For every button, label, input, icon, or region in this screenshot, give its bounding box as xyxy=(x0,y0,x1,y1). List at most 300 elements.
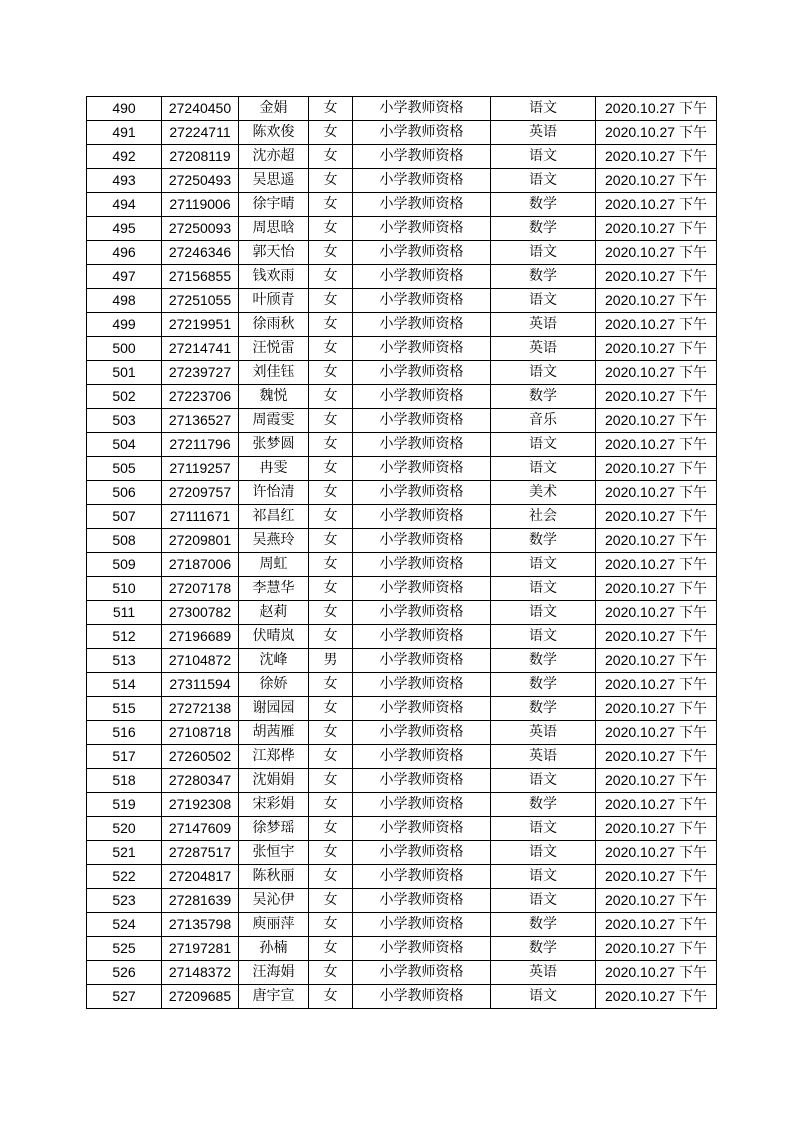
candidate-gender: 女 xyxy=(309,697,353,721)
candidate-name: 徐娇 xyxy=(239,673,309,697)
candidate-gender: 女 xyxy=(309,865,353,889)
row-number: 503 xyxy=(87,409,162,433)
exam-subject: 数学 xyxy=(491,913,596,937)
candidate-name: 谢园园 xyxy=(239,697,309,721)
candidate-gender: 女 xyxy=(309,817,353,841)
exam-type: 小学教师资格 xyxy=(353,817,491,841)
candidate-id: 27156855 xyxy=(162,265,239,289)
exam-time: 2020.10.27 下午 xyxy=(596,409,717,433)
exam-type: 小学教师资格 xyxy=(353,553,491,577)
candidate-name: 周思晗 xyxy=(239,217,309,241)
exam-type: 小学教师资格 xyxy=(353,937,491,961)
exam-time: 2020.10.27 下午 xyxy=(596,361,717,385)
candidate-gender: 女 xyxy=(309,457,353,481)
candidate-id: 27196689 xyxy=(162,625,239,649)
table-row xyxy=(87,241,717,265)
row-number: 513 xyxy=(87,649,162,673)
exam-time: 2020.10.27 下午 xyxy=(596,217,717,241)
exam-type: 小学教师资格 xyxy=(353,145,491,169)
candidate-name: 赵莉 xyxy=(239,601,309,625)
candidate-name: 张恒宇 xyxy=(239,841,309,865)
candidate-gender: 女 xyxy=(309,193,353,217)
candidate-name: 汪海娟 xyxy=(239,961,309,985)
candidate-gender: 女 xyxy=(309,289,353,313)
exam-time: 2020.10.27 下午 xyxy=(596,97,717,121)
candidate-id: 27260502 xyxy=(162,745,239,769)
row-number: 522 xyxy=(87,865,162,889)
table-row xyxy=(87,649,717,673)
exam-type: 小学教师资格 xyxy=(353,265,491,289)
candidate-name: 叶颀青 xyxy=(239,289,309,313)
exam-time: 2020.10.27 下午 xyxy=(596,313,717,337)
table-row xyxy=(87,193,717,217)
table-row xyxy=(87,817,717,841)
exam-type: 小学教师资格 xyxy=(353,793,491,817)
exam-subject: 美术 xyxy=(491,481,596,505)
exam-type: 小学教师资格 xyxy=(353,913,491,937)
row-number: 509 xyxy=(87,553,162,577)
candidate-gender: 女 xyxy=(309,481,353,505)
exam-type: 小学教师资格 xyxy=(353,889,491,913)
candidate-gender: 女 xyxy=(309,217,353,241)
table-row xyxy=(87,409,717,433)
exam-subject: 语文 xyxy=(491,553,596,577)
table-row xyxy=(87,481,717,505)
exam-time: 2020.10.27 下午 xyxy=(596,481,717,505)
exam-time: 2020.10.27 下午 xyxy=(596,169,717,193)
exam-type: 小学教师资格 xyxy=(353,217,491,241)
candidate-name: 沈亦超 xyxy=(239,145,309,169)
candidate-name: 陈欢俊 xyxy=(239,121,309,145)
candidate-name: 魏悦 xyxy=(239,385,309,409)
candidate-id: 27251055 xyxy=(162,289,239,313)
candidate-name: 沈娟娟 xyxy=(239,769,309,793)
exam-subject: 英语 xyxy=(491,961,596,985)
exam-type: 小学教师资格 xyxy=(353,97,491,121)
table-row xyxy=(87,169,717,193)
exam-subject: 数学 xyxy=(491,673,596,697)
exam-time: 2020.10.27 下午 xyxy=(596,865,717,889)
exam-subject: 英语 xyxy=(491,337,596,361)
exam-type: 小学教师资格 xyxy=(353,961,491,985)
exam-type: 小学教师资格 xyxy=(353,361,491,385)
candidate-gender: 男 xyxy=(309,649,353,673)
exam-type: 小学教师资格 xyxy=(353,409,491,433)
exam-subject: 语文 xyxy=(491,433,596,457)
exam-time: 2020.10.27 下午 xyxy=(596,937,717,961)
row-number: 520 xyxy=(87,817,162,841)
candidate-name: 陈秋丽 xyxy=(239,865,309,889)
candidate-gender: 女 xyxy=(309,793,353,817)
candidate-name: 胡茜雁 xyxy=(239,721,309,745)
candidate-id: 27135798 xyxy=(162,913,239,937)
row-number: 506 xyxy=(87,481,162,505)
exam-time: 2020.10.27 下午 xyxy=(596,121,717,145)
candidate-id: 27192308 xyxy=(162,793,239,817)
exam-time: 2020.10.27 下午 xyxy=(596,385,717,409)
row-number: 502 xyxy=(87,385,162,409)
exam-time: 2020.10.27 下午 xyxy=(596,649,717,673)
table-row xyxy=(87,433,717,457)
exam-type: 小学教师资格 xyxy=(353,193,491,217)
candidate-id: 27187006 xyxy=(162,553,239,577)
candidate-name: 祁昌红 xyxy=(239,505,309,529)
row-number: 494 xyxy=(87,193,162,217)
exam-type: 小学教师资格 xyxy=(353,433,491,457)
table-row xyxy=(87,961,717,985)
candidate-gender: 女 xyxy=(309,745,353,769)
exam-type: 小学教师资格 xyxy=(353,649,491,673)
row-number: 525 xyxy=(87,937,162,961)
candidate-gender: 女 xyxy=(309,553,353,577)
candidate-id: 27287517 xyxy=(162,841,239,865)
table-row xyxy=(87,985,717,1009)
row-number: 491 xyxy=(87,121,162,145)
candidate-id: 27108718 xyxy=(162,721,239,745)
row-number: 516 xyxy=(87,721,162,745)
exam-time: 2020.10.27 下午 xyxy=(596,289,717,313)
exam-type: 小学教师资格 xyxy=(353,697,491,721)
candidate-gender: 女 xyxy=(309,937,353,961)
candidate-name: 金娟 xyxy=(239,97,309,121)
exam-time: 2020.10.27 下午 xyxy=(596,841,717,865)
exam-subject: 语文 xyxy=(491,361,596,385)
candidate-name: 郭天怡 xyxy=(239,241,309,265)
candidate-gender: 女 xyxy=(309,961,353,985)
exam-type: 小学教师资格 xyxy=(353,505,491,529)
exam-type: 小学教师资格 xyxy=(353,673,491,697)
row-number: 495 xyxy=(87,217,162,241)
table-row xyxy=(87,601,717,625)
exam-subject: 数学 xyxy=(491,697,596,721)
table-row xyxy=(87,505,717,529)
candidate-name: 庾丽萍 xyxy=(239,913,309,937)
candidate-name: 徐宇晴 xyxy=(239,193,309,217)
exam-type: 小学教师资格 xyxy=(353,337,491,361)
candidate-id: 27250493 xyxy=(162,169,239,193)
exam-type: 小学教师资格 xyxy=(353,169,491,193)
row-number: 492 xyxy=(87,145,162,169)
exam-time: 2020.10.27 下午 xyxy=(596,985,717,1009)
exam-subject: 语文 xyxy=(491,625,596,649)
exam-subject: 语文 xyxy=(491,865,596,889)
row-number: 501 xyxy=(87,361,162,385)
exam-time: 2020.10.27 下午 xyxy=(596,721,717,745)
candidate-id: 27272138 xyxy=(162,697,239,721)
candidate-id: 27300782 xyxy=(162,601,239,625)
table-row xyxy=(87,697,717,721)
row-number: 498 xyxy=(87,289,162,313)
table-row xyxy=(87,937,717,961)
row-number: 504 xyxy=(87,433,162,457)
exam-subject: 数学 xyxy=(491,937,596,961)
candidate-gender: 女 xyxy=(309,361,353,385)
candidate-gender: 女 xyxy=(309,985,353,1009)
candidate-gender: 女 xyxy=(309,265,353,289)
candidate-id: 27111671 xyxy=(162,505,239,529)
candidate-id: 27219951 xyxy=(162,313,239,337)
exam-type: 小学教师资格 xyxy=(353,385,491,409)
table-row xyxy=(87,625,717,649)
exam-time: 2020.10.27 下午 xyxy=(596,961,717,985)
exam-subject: 社会 xyxy=(491,505,596,529)
table-row xyxy=(87,361,717,385)
row-number: 510 xyxy=(87,577,162,601)
row-number: 500 xyxy=(87,337,162,361)
row-number: 507 xyxy=(87,505,162,529)
row-number: 518 xyxy=(87,769,162,793)
exam-subject: 语文 xyxy=(491,457,596,481)
table-row xyxy=(87,721,717,745)
exam-subject: 语文 xyxy=(491,601,596,625)
exam-time: 2020.10.27 下午 xyxy=(596,505,717,529)
candidate-name: 周霞雯 xyxy=(239,409,309,433)
candidate-name: 吴燕玲 xyxy=(239,529,309,553)
table-row xyxy=(87,577,717,601)
candidate-name: 唐宇宣 xyxy=(239,985,309,1009)
candidate-gender: 女 xyxy=(309,169,353,193)
exam-time: 2020.10.27 下午 xyxy=(596,337,717,361)
exam-type: 小学教师资格 xyxy=(353,313,491,337)
candidate-name: 伏晴岚 xyxy=(239,625,309,649)
candidate-id: 27281639 xyxy=(162,889,239,913)
exam-time: 2020.10.27 下午 xyxy=(596,697,717,721)
candidate-gender: 女 xyxy=(309,433,353,457)
table-row xyxy=(87,217,717,241)
exam-time: 2020.10.27 下午 xyxy=(596,241,717,265)
exam-subject: 语文 xyxy=(491,97,596,121)
exam-time: 2020.10.27 下午 xyxy=(596,601,717,625)
exam-subject: 数学 xyxy=(491,193,596,217)
table-row xyxy=(87,457,717,481)
exam-subject: 语文 xyxy=(491,169,596,193)
candidate-id: 27119257 xyxy=(162,457,239,481)
candidate-gender: 女 xyxy=(309,337,353,361)
exam-subject: 语文 xyxy=(491,889,596,913)
candidate-id: 27250093 xyxy=(162,217,239,241)
exam-subject: 数学 xyxy=(491,217,596,241)
row-number: 523 xyxy=(87,889,162,913)
table-row xyxy=(87,889,717,913)
candidate-id: 27209685 xyxy=(162,985,239,1009)
row-number: 519 xyxy=(87,793,162,817)
exam-subject: 数学 xyxy=(491,385,596,409)
candidate-id: 27239727 xyxy=(162,361,239,385)
table-row xyxy=(87,553,717,577)
exam-subject: 语文 xyxy=(491,841,596,865)
exam-subject: 语文 xyxy=(491,241,596,265)
candidate-id: 27209757 xyxy=(162,481,239,505)
exam-type: 小学教师资格 xyxy=(353,601,491,625)
table-row xyxy=(87,769,717,793)
table-row xyxy=(87,337,717,361)
candidate-name: 孙楠 xyxy=(239,937,309,961)
exam-type: 小学教师资格 xyxy=(353,721,491,745)
exam-subject: 数学 xyxy=(491,265,596,289)
candidate-gender: 女 xyxy=(309,121,353,145)
exam-type: 小学教师资格 xyxy=(353,241,491,265)
exam-type: 小学教师资格 xyxy=(353,289,491,313)
candidate-gender: 女 xyxy=(309,889,353,913)
table-row xyxy=(87,673,717,697)
exam-time: 2020.10.27 下午 xyxy=(596,193,717,217)
row-number: 497 xyxy=(87,265,162,289)
row-number: 517 xyxy=(87,745,162,769)
table-row xyxy=(87,121,717,145)
row-number: 505 xyxy=(87,457,162,481)
exam-time: 2020.10.27 下午 xyxy=(596,769,717,793)
row-number: 526 xyxy=(87,961,162,985)
exam-type: 小学教师资格 xyxy=(353,529,491,553)
exam-type: 小学教师资格 xyxy=(353,121,491,145)
candidate-gender: 女 xyxy=(309,145,353,169)
table-row xyxy=(87,265,717,289)
exam-time: 2020.10.27 下午 xyxy=(596,553,717,577)
table-row xyxy=(87,841,717,865)
candidate-gender: 女 xyxy=(309,409,353,433)
candidate-id: 27246346 xyxy=(162,241,239,265)
candidate-gender: 女 xyxy=(309,673,353,697)
candidate-table xyxy=(86,96,717,1009)
exam-subject: 数学 xyxy=(491,529,596,553)
exam-time: 2020.10.27 下午 xyxy=(596,457,717,481)
exam-type: 小学教师资格 xyxy=(353,577,491,601)
exam-time: 2020.10.27 下午 xyxy=(596,529,717,553)
candidate-gender: 女 xyxy=(309,385,353,409)
candidate-id: 27136527 xyxy=(162,409,239,433)
exam-time: 2020.10.27 下午 xyxy=(596,745,717,769)
candidate-id: 27197281 xyxy=(162,937,239,961)
candidate-gender: 女 xyxy=(309,913,353,937)
exam-type: 小学教师资格 xyxy=(353,841,491,865)
row-number: 511 xyxy=(87,601,162,625)
table-row xyxy=(87,313,717,337)
exam-type: 小学教师资格 xyxy=(353,481,491,505)
exam-subject: 数学 xyxy=(491,793,596,817)
row-number: 496 xyxy=(87,241,162,265)
row-number: 490 xyxy=(87,97,162,121)
candidate-id: 27207178 xyxy=(162,577,239,601)
row-number: 512 xyxy=(87,625,162,649)
candidate-id: 27208119 xyxy=(162,145,239,169)
exam-subject: 英语 xyxy=(491,721,596,745)
row-number: 524 xyxy=(87,913,162,937)
exam-time: 2020.10.27 下午 xyxy=(596,433,717,457)
candidate-name: 汪悦雷 xyxy=(239,337,309,361)
table-row xyxy=(87,289,717,313)
candidate-id: 27211796 xyxy=(162,433,239,457)
candidate-gender: 女 xyxy=(309,529,353,553)
exam-subject: 英语 xyxy=(491,121,596,145)
exam-type: 小学教师资格 xyxy=(353,865,491,889)
candidate-name: 冉雯 xyxy=(239,457,309,481)
exam-subject: 语文 xyxy=(491,577,596,601)
candidate-name: 徐雨秋 xyxy=(239,313,309,337)
table-row xyxy=(87,865,717,889)
exam-type: 小学教师资格 xyxy=(353,769,491,793)
candidate-gender: 女 xyxy=(309,97,353,121)
exam-time: 2020.10.27 下午 xyxy=(596,265,717,289)
row-number: 508 xyxy=(87,529,162,553)
table-row xyxy=(87,529,717,553)
candidate-gender: 女 xyxy=(309,769,353,793)
candidate-id: 27209801 xyxy=(162,529,239,553)
candidate-id: 27223706 xyxy=(162,385,239,409)
candidate-name: 李慧华 xyxy=(239,577,309,601)
exam-subject: 语文 xyxy=(491,769,596,793)
candidate-id: 27104872 xyxy=(162,649,239,673)
candidate-id: 27148372 xyxy=(162,961,239,985)
exam-subject: 语文 xyxy=(491,289,596,313)
exam-type: 小学教师资格 xyxy=(353,985,491,1009)
candidate-name: 吴沁伊 xyxy=(239,889,309,913)
candidate-gender: 女 xyxy=(309,577,353,601)
candidate-id: 27280347 xyxy=(162,769,239,793)
exam-time: 2020.10.27 下午 xyxy=(596,145,717,169)
exam-time: 2020.10.27 下午 xyxy=(596,625,717,649)
row-number: 493 xyxy=(87,169,162,193)
exam-type: 小学教师资格 xyxy=(353,457,491,481)
exam-subject: 语文 xyxy=(491,145,596,169)
candidate-gender: 女 xyxy=(309,241,353,265)
candidate-name: 张梦圆 xyxy=(239,433,309,457)
exam-subject: 音乐 xyxy=(491,409,596,433)
candidate-gender: 女 xyxy=(309,601,353,625)
candidate-id: 27224711 xyxy=(162,121,239,145)
exam-time: 2020.10.27 下午 xyxy=(596,913,717,937)
exam-type: 小学教师资格 xyxy=(353,625,491,649)
candidate-table-body xyxy=(87,97,717,1009)
table-row xyxy=(87,793,717,817)
candidate-name: 徐梦瑶 xyxy=(239,817,309,841)
table-row xyxy=(87,97,717,121)
candidate-name: 沈峰 xyxy=(239,649,309,673)
candidate-id: 27204817 xyxy=(162,865,239,889)
candidate-id: 27240450 xyxy=(162,97,239,121)
exam-time: 2020.10.27 下午 xyxy=(596,793,717,817)
candidate-id: 27147609 xyxy=(162,817,239,841)
candidate-name: 许怡清 xyxy=(239,481,309,505)
exam-subject: 数学 xyxy=(491,649,596,673)
candidate-id: 27311594 xyxy=(162,673,239,697)
exam-time: 2020.10.27 下午 xyxy=(596,817,717,841)
exam-time: 2020.10.27 下午 xyxy=(596,673,717,697)
row-number: 499 xyxy=(87,313,162,337)
row-number: 527 xyxy=(87,985,162,1009)
candidate-id: 27214741 xyxy=(162,337,239,361)
exam-subject: 语文 xyxy=(491,985,596,1009)
candidate-name: 吴思遥 xyxy=(239,169,309,193)
table-row xyxy=(87,913,717,937)
candidate-name: 周虹 xyxy=(239,553,309,577)
candidate-gender: 女 xyxy=(309,625,353,649)
row-number: 514 xyxy=(87,673,162,697)
candidate-gender: 女 xyxy=(309,841,353,865)
table-row xyxy=(87,745,717,769)
candidate-id: 27119006 xyxy=(162,193,239,217)
exam-subject: 英语 xyxy=(491,313,596,337)
exam-time: 2020.10.27 下午 xyxy=(596,889,717,913)
exam-subject: 语文 xyxy=(491,817,596,841)
exam-time: 2020.10.27 下午 xyxy=(596,577,717,601)
row-number: 521 xyxy=(87,841,162,865)
candidate-gender: 女 xyxy=(309,505,353,529)
candidate-gender: 女 xyxy=(309,313,353,337)
candidate-name: 刘佳钰 xyxy=(239,361,309,385)
candidate-gender: 女 xyxy=(309,721,353,745)
candidate-name: 钱欢雨 xyxy=(239,265,309,289)
exam-subject: 英语 xyxy=(491,745,596,769)
